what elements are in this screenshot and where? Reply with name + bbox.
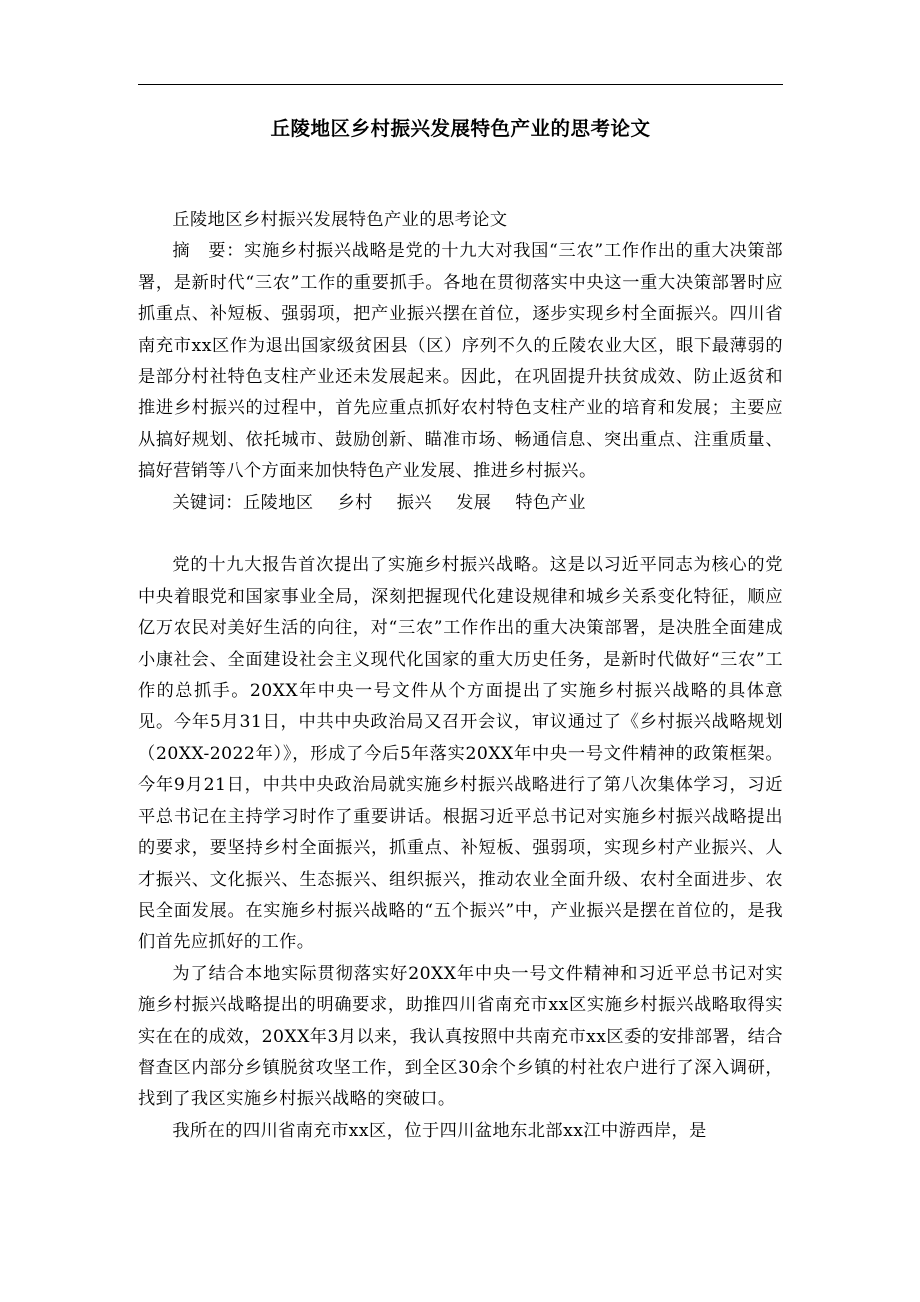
body-paragraph: 党的十九大报告首次提出了实施乡村振兴战略。这是以习近平同志为核心的党中央着眼党和国家事业全局，深刻把握现代化建设规律和城乡关系变化特征，顺应亿万农民对美好生活的向往，对“三农”工作作出的重大决策部署，是决胜全面建成小康社会、全面建设社会主义现代化国家的重大历史任务，是新时代做好“三农”工作的总抓手。20XX年中央一号文件从个方面提出了实施乡村振兴战略的具体意见。今年5月31日，中共中央政治局又召开会议，审议通过了《乡村振兴战略规划（20XX-2022年）》，形成了今后5年落实20XX年中央一号文件精神的政策框架。今年9月21日，中共中央政治局就实施乡村振兴战略进行了第八次集体学习，习近平总书记在主持学习时作了重要讲话。根据习近平总书记对实施乡村振兴战略提出的要求，要坚持乡村全面振兴，抓重点、补短板、强弱项，实现乡村产业振兴、人才振兴、文化振兴、生态振兴、组织振兴，推动农业全面升级、农村全面进步、农民全面发展。在实施乡村振兴战略的“五个振兴”中，产业振兴是摆在首位的，是我们首先应抓好的工作。	[138, 555, 783, 953]
keyword-item: 发展	[456, 492, 492, 513]
document-body	[138, 205, 783, 1147]
keyword-item: 振兴	[396, 492, 433, 513]
keyword-item: 乡村	[337, 492, 373, 513]
keyword-item: 丘陵地区	[242, 492, 314, 513]
document-subtitle: 丘陵地区乡村振兴发展特色产业的思考论文	[172, 210, 508, 230]
keywords-label: 关键词：	[172, 492, 243, 513]
keyword-item: 特色产业	[515, 492, 586, 513]
document-title: 丘陵地区乡村振兴发展特色产业的思考论文	[270, 117, 651, 140]
body-paragraph: 为了结合本地实际贯彻落实好20XX年中央一号文件精神和习近平总书记对实施乡村振兴战略提出的明确要求，助推四川省南充市xx区实施乡村振兴战略取得实实在在的成效，20XX年3月以来，我认真按照中共南充市xx区委的安排部署，结合督查区内部分乡镇脱贫攻坚工作，到全区30余个乡镇的村社农户进行了深入调研，找到了我区实施乡村振兴战略的突破口。	[138, 963, 783, 1110]
abstract-paragraph	[138, 236, 783, 487]
blank-line	[138, 519, 783, 550]
abstract-label: 摘 要：	[172, 241, 245, 262]
keywords-paragraph	[138, 488, 783, 519]
header-rule	[138, 84, 783, 85]
abstract-text: 实施乡村振兴战略是党的十九大对我国“三农”工作作出的重大决策部署，是新时代“三农”工作的重要抓手。各地在贯彻落实中央这一重大决策部署时应抓重点、补短板、强弱项，把产业振兴摆在首位，逐步实现乡村全面振兴。四川省南充市xx区作为退出国家级贫困县（区）序列不久的丘陵农业大区，眼下最薄弱的是部分村社特色支柱产业还未发展起来。因此，在巩固提升扶贫成效、防止返贫和推进乡村振兴的过程中，首先应重点抓好农村特色支柱产业的培育和发展；主要应从搞好规划、依托城市、鼓励创新、瞄准市场、畅通信息、突出重点、注重质量、搞好营销等八个方面来加快特色产业发展、推进乡村振兴。	[138, 241, 783, 482]
body-paragraph: 我所在的四川省南充市xx区，位于四川盆地东北部xx江中游西岸，是	[172, 1120, 707, 1141]
